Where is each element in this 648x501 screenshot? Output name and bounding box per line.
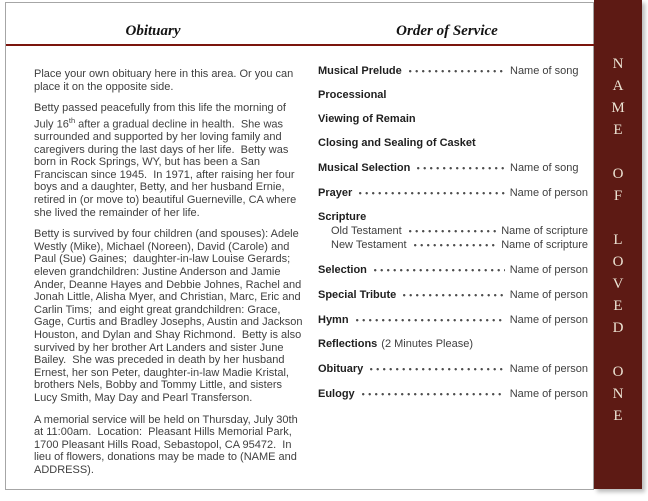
- obituary-paragraph: [34, 414, 305, 477]
- service-item-row: [318, 362, 588, 376]
- obituary-text-segment: Betty passed peacefully from this life the morning of July 16: [34, 102, 289, 131]
- spine-letter: V: [612, 276, 624, 292]
- service-item-label: Eulogy: [318, 388, 355, 400]
- dotted-leader: [403, 288, 504, 298]
- obituary-header: Obituary: [125, 23, 181, 39]
- service-item-label: Scripture: [318, 211, 367, 223]
- service-item-row: [318, 137, 588, 150]
- service-item-value: Name of scripture: [501, 225, 588, 237]
- service-item-row: [318, 161, 588, 175]
- service-item-label: Prayer: [318, 187, 353, 199]
- service-item-row: [318, 387, 588, 401]
- service-item-value: Name of person: [509, 363, 588, 375]
- service-item-label: Closing and Sealing of Casket: [318, 137, 476, 149]
- service-item-label: New Testament: [331, 239, 407, 251]
- service-item-row: [318, 288, 588, 302]
- service-item-value: Name of person: [509, 314, 588, 326]
- service-item-label: Viewing of Remain: [318, 113, 416, 125]
- service-item-group: [318, 211, 588, 252]
- dotted-leader: [409, 224, 496, 234]
- dotted-leader: [409, 64, 505, 74]
- obituary-text-segment: A memorial service will be held on Thursday, July 30th at 11:00am. Location: Pleasant Hills Memorial Park, 1700 Pleasant Hills Road, Sebastopol, CA 95472. In lieu of flowers, donations may be made to (NAME and ADDRESS).: [34, 413, 301, 476]
- dotted-leader: [362, 387, 505, 397]
- service-item-label: Special Tribute: [318, 289, 397, 301]
- obituary-paragraph: [34, 228, 305, 404]
- order-of-service-list: [318, 64, 588, 412]
- spine-letter: N: [612, 386, 624, 402]
- service-item-value: Name of song: [510, 65, 579, 77]
- service-item-label: Obituary: [318, 363, 364, 375]
- service-item-label: Processional: [318, 89, 387, 101]
- obituary-paragraph: [34, 102, 305, 219]
- service-item-row: [318, 338, 588, 351]
- service-item-row: [318, 211, 588, 224]
- spine-letter: D: [612, 320, 624, 336]
- service-item-value: Name of person: [509, 264, 588, 276]
- service-item-row: [318, 64, 588, 78]
- spine-letter: O: [612, 166, 624, 182]
- name-of-loved-one-banner: [594, 0, 642, 489]
- service-item-value: Name of person: [509, 187, 588, 199]
- service-item-value: Name of song: [510, 162, 579, 174]
- spine-letter: N: [612, 56, 624, 72]
- spine-letter: E: [613, 122, 623, 138]
- service-item-row: [318, 186, 588, 200]
- header-rule: [6, 44, 594, 46]
- service-item-label: Selection: [318, 264, 367, 276]
- spine-letter: E: [613, 298, 623, 314]
- service-item-row: [318, 263, 588, 277]
- spine-letter: O: [612, 364, 624, 380]
- spine-letter: E: [613, 408, 623, 424]
- dotted-leader: [370, 362, 505, 372]
- service-item-row: [318, 113, 588, 126]
- ordinal-suffix: th: [68, 115, 76, 125]
- obituary-paragraph: [34, 68, 305, 93]
- service-item-label: Hymn: [318, 314, 349, 326]
- obituary-text-segment: Place your own obituary here in this area. Or you can place it on the opposite side.: [34, 68, 297, 93]
- spine-letter: M: [611, 100, 625, 116]
- obituary-text-segment: Betty is survived by four children (and spouses): Adele Westly (Mike), Michael (Noreen), David (Carole) and Paul (Sue) Gaines; daughter-in-law Louise Gerards; eleven grandchildren: Justine Anderson and Jamie Ander, Deanne Hayes and Debbie Johnes, Rachel and Jonah Little, Alisha Myer, and Christian, Marc, Eric and Carlin Tims; and eight great grandchildren: Grace, Gage, Curtis and Bradley Josephs, Austin and Jackson Houston, and Dylan and Shay Richmond. Betty is also survived by her brother Art Landers and sister June Bailey. She was preceded in death by her husband Ernest, her son Peter, daughter-in-law Madie Kristal, brothers Nels, Bobby and Tommy Little, and sisters Lucy Smith, May Day and Pearl Transferson.: [34, 228, 306, 404]
- service-item-label: Reflections: [318, 338, 378, 350]
- service-item-label: Musical Selection: [318, 162, 411, 174]
- service-item-label: Old Testament: [331, 225, 402, 237]
- service-item-note: (2 Minutes Please): [381, 338, 474, 350]
- service-item-row: [318, 238, 588, 252]
- service-item-label: Musical Prelude: [318, 65, 402, 77]
- service-item-value: Name of scripture: [501, 239, 588, 251]
- dotted-leader: [417, 161, 505, 171]
- service-item-row: [318, 224, 588, 238]
- obituary-text-segment: after a gradual decline in health. She was surrounded and supported by her loving family and caregivers during the last days of her life. Betty was born in Rock Springs, WY, but has been a San Franciscan since 1945. In 1971, after raising her four boys and a daughter, Betty, and her husband Ernie, retired in (or move to) beautiful Guerneville, CA where she lived the remainder of her life.: [34, 118, 300, 219]
- header-row: [6, 23, 594, 40]
- obituary-text-column: [34, 68, 305, 485]
- service-item-row: [318, 89, 588, 102]
- service-item-value: Name of person: [509, 388, 588, 400]
- service-item-row: [318, 313, 588, 327]
- order-of-service-header: Order of Service: [396, 23, 498, 39]
- service-item-value: Name of person: [509, 289, 588, 301]
- dotted-leader: [374, 263, 505, 273]
- spine-letter: A: [612, 78, 624, 94]
- spine-letter: F: [613, 188, 623, 204]
- dotted-leader: [359, 186, 504, 196]
- spine-letter: O: [612, 254, 624, 270]
- dotted-leader: [356, 313, 505, 323]
- dotted-leader: [414, 238, 497, 248]
- spine-letter: L: [613, 232, 623, 248]
